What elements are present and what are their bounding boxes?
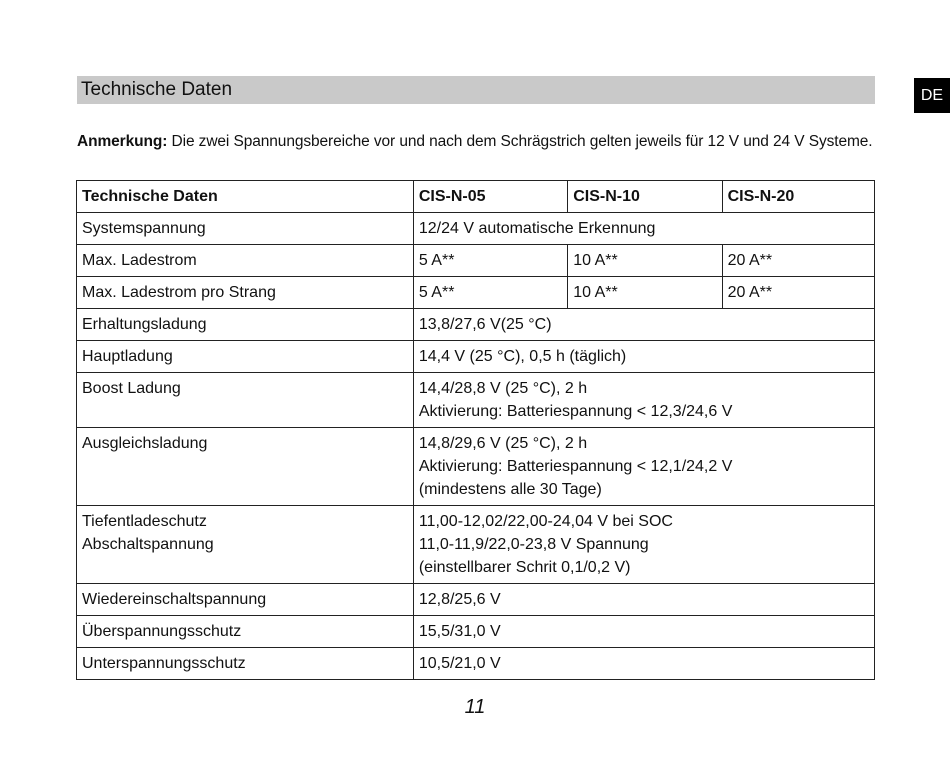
row-label: Max. Ladestrom pro Strang (77, 277, 414, 309)
row-label: Boost Ladung (77, 373, 414, 428)
row-value: 12/24 V automatische Erkennung (413, 213, 874, 245)
language-tab: DE (914, 78, 950, 113)
row-label: Tiefentladeschutz Abschaltspannung (77, 506, 414, 584)
section-title: Technische Daten (81, 79, 233, 100)
row-label: Max. Ladestrom (77, 245, 414, 277)
row-label: Hauptladung (77, 341, 414, 373)
row-label: Erhaltungsladung (77, 309, 414, 341)
row-label: Überspannungsschutz (77, 616, 414, 648)
row-value: 20 A** (722, 245, 874, 277)
table-row (77, 213, 875, 245)
row-value: 10,5/21,0 V (413, 648, 874, 680)
note-text: Die zwei Spannungsbereiche vor und nach dem Schrägstrich gelten jeweils für 12 V und 24 V Systeme. (167, 133, 873, 150)
table-row (77, 341, 875, 373)
row-label: Unterspannungsschutz (77, 648, 414, 680)
row-value: 13,8/27,6 V(25 °C) (413, 309, 874, 341)
page-number: 11 (464, 696, 486, 718)
row-value: 20 A** (722, 277, 874, 309)
spec-table (76, 180, 875, 680)
table-row (77, 309, 875, 341)
row-value: 14,8/29,6 V (25 °C), 2 h Aktivierung: Batteriespannung < 12,1/24,2 V (mindestens alle 30 Tage) (413, 428, 874, 506)
row-label: Ausgleichsladung (77, 428, 414, 506)
table-row (77, 428, 875, 506)
header-cell: CIS-N-05 (413, 181, 567, 213)
note-paragraph (77, 130, 877, 154)
header-cell: CIS-N-10 (568, 181, 722, 213)
row-value: 10 A** (568, 245, 722, 277)
table-row (77, 616, 875, 648)
row-value: 5 A** (413, 245, 567, 277)
row-value: 5 A** (413, 277, 567, 309)
table-row (77, 277, 875, 309)
table-row (77, 373, 875, 428)
table-header-row (77, 181, 875, 213)
row-label: Wiedereinschaltspannung (77, 584, 414, 616)
table-row (77, 584, 875, 616)
row-value: 12,8/25,6 V (413, 584, 874, 616)
header-cell: Technische Daten (77, 181, 414, 213)
row-value: 14,4/28,8 V (25 °C), 2 h Aktivierung: Batteriespannung < 12,3/24,6 V (413, 373, 874, 428)
header-cell: CIS-N-20 (722, 181, 874, 213)
row-label: Systemspannung (77, 213, 414, 245)
section-header (77, 76, 875, 104)
table-row (77, 648, 875, 680)
table-row (77, 506, 875, 584)
row-value: 11,00-12,02/22,00-24,04 V bei SOC 11,0-11,9/22,0-23,8 V Spannung (einstellbarer Schrit 0,1/0,2 V) (413, 506, 874, 584)
row-value: 14,4 V (25 °C), 0,5 h (täglich) (413, 341, 874, 373)
table-row (77, 245, 875, 277)
row-value: 15,5/31,0 V (413, 616, 874, 648)
row-value: 10 A** (568, 277, 722, 309)
note-label: Anmerkung: (77, 133, 168, 150)
